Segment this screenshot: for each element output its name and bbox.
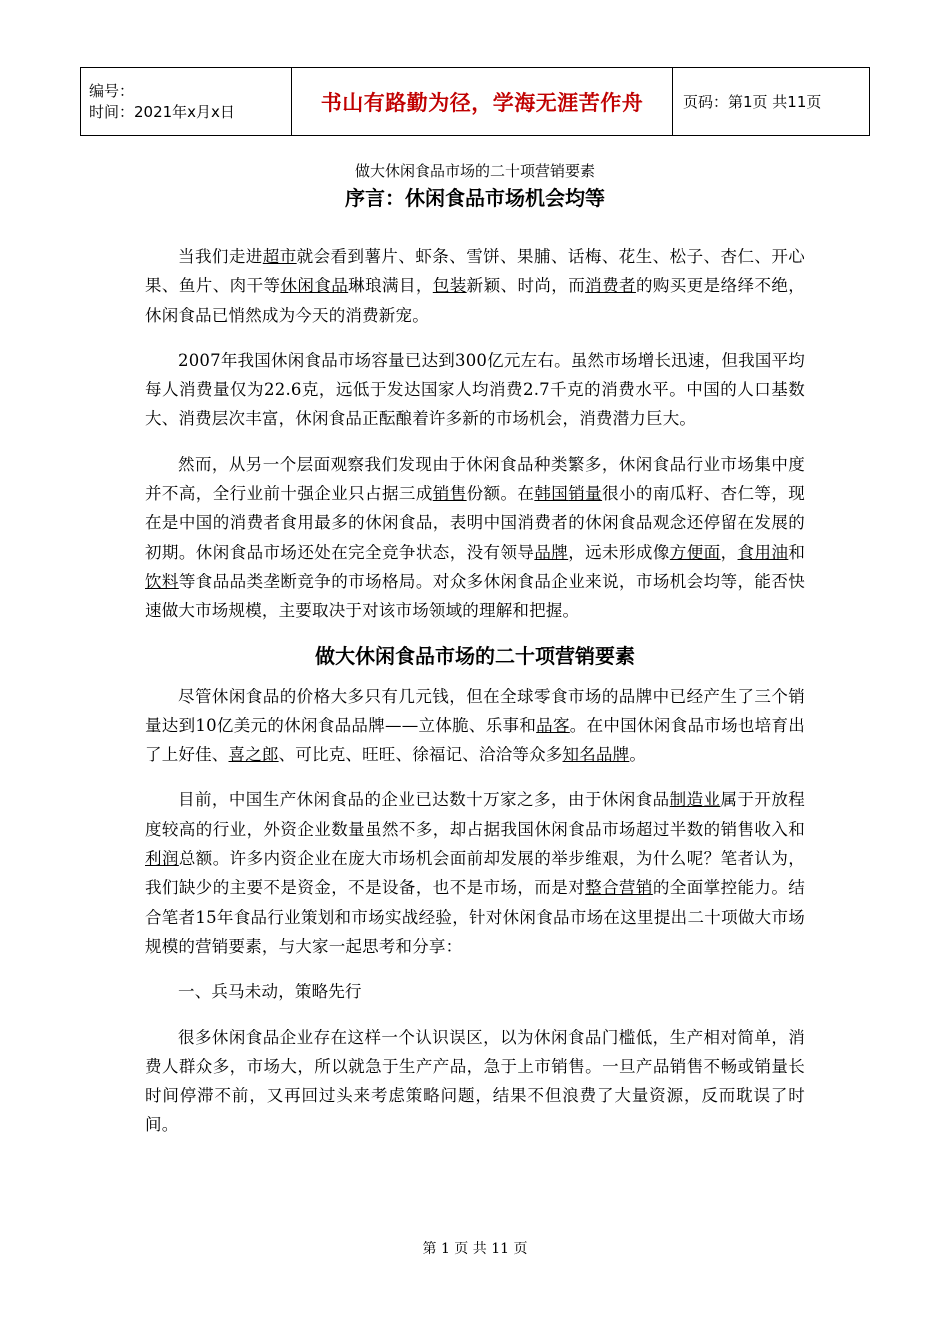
hyperlink[interactable]: 制造业 [669,790,721,810]
hyperlink[interactable]: 休闲食品 [280,276,349,296]
text-run: 琳琅满目， [348,276,433,296]
hyperlink[interactable]: 利润 [145,849,179,869]
text-run: 2007年我国休闲食品市场容量已达到300亿元左右。虽然市场增长迅速，但我国平均每人消费量仅为22.6克，远低于发达国家人均消费2.7千克的消费水平。中国的人口基数大、消费层次丰富，休闲食品正酝酿着许多新的市场机会，消费潜力巨大。 [145,350,805,429]
hyperlink[interactable]: 超市 [262,247,297,266]
hyperlink[interactable]: 知名品牌 [562,745,630,765]
text-run: 属于开放程度较高的行业，外资企业数量虽然不多，却占据我国休闲食品市场超过半数的销售收入和 [145,790,805,839]
hyperlink[interactable]: 品牌 [534,542,569,562]
header-table [80,67,870,136]
paragraph-brands [145,682,805,770]
paragraph-misconception [145,1023,805,1140]
paragraph-intro [145,242,805,330]
text-run: 。 [629,745,647,765]
text-run: 就会看到薯片、虾条、雪饼、果脯、话梅、花生、松子、杏仁、开心果、鱼片、肉干等 [145,247,805,296]
page-footer: 第 1 页 共 11 页 [422,1241,528,1257]
text-run: 很小的南瓜籽、杏仁等，现在是中国的消费者食用最多的休闲食品，表明中国消费者的休闲食品观念还停留在发展的初期。休闲食品市场还处在完全竞争状态，没有领导 [145,484,805,562]
text-run: 、可比克、旺旺、徐福记、洽洽等众多 [278,745,563,765]
doc-subtitle: 做大休闲食品市场的二十项营销要素 [354,162,595,180]
paragraph-market-size [145,346,805,434]
hyperlink[interactable]: 食用油 [737,542,789,562]
text-run: 当我们走进 [178,247,263,266]
text-run: 。在中国休闲食品市场也培育出了上好佳、 [145,715,805,765]
text-run: 等食品品类垄断竞争的市场格局。对众多休闲食品企业来说，市场机会均等，能否快速做大市场规模，主要取决于对该市场领域的理解和把握。 [145,571,805,621]
paragraph-industry [145,785,805,961]
text-run: 新颖、时尚，而 [466,276,586,296]
text-run: 很多休闲食品企业存在这样一个认识误区，以为休闲食品门槛低，生产相对简单，消费人群众多，市场大，所以就急于生产产品，急于上市销售。一旦产品销售不畅或销量长时间停滞不前，又再回过头来考虑策略问题，结果不但浪费了大量资源，反而耽误了时间。 [145,1027,805,1135]
hyperlink[interactable]: 整合营销 [585,878,653,898]
motto: 书山有路勤为径，学海无涯苦作舟 [292,68,673,136]
header-left-cell [81,68,292,136]
text-run: 的全面掌控能力。结合笔者15年食品行业策划和市场实战经验，针对休闲食品市场在这里提出二十项做大市场规模的营销要素，与大家一起思考和分享： [145,878,805,956]
hyperlink[interactable]: 包装 [432,276,467,296]
text-run: 目前，中国生产休闲食品的企业已达数十万家之多，由于休闲食品 [178,790,670,810]
text-run: 一、兵马未动，策略先行 [178,982,362,1002]
page-info: 页码：第1页 共11页 [673,68,870,136]
text-run: 份额。在 [466,484,535,504]
time-label: 时间：2021年x月x日 [89,102,235,121]
heading-strategy-first [145,977,805,1006]
text-run: 和 [788,542,806,562]
paragraph-competition [145,450,805,626]
document-body [145,158,805,1156]
hyperlink[interactable]: 销量 [568,484,603,504]
hyperlink[interactable]: 消费者 [585,276,636,296]
text-run: ，远未形成像 [568,542,670,562]
text-run: 的购买更是络绎不绝，休闲食品已悄然成为今天的消费新宠。 [145,276,806,325]
text-run: ， [720,542,738,562]
hyperlink[interactable]: 饮料 [145,571,179,591]
hyperlink[interactable]: 喜之郎 [228,745,279,765]
section-title: 做大休闲食品市场的二十项营销要素 [315,643,635,668]
text-run: 然而，从另一个层面观察我们发现由于休闲食品种类繁多，休闲食品行业市场集中度并不高，全行业前十强企业只占据三成 [145,454,805,504]
text-run: 尽管休闲食品的价格大多只有几元钱，但在全球零食市场的品牌中已经产生了三个销量达到10亿美元的休闲食品品牌——立体脆、乐事和 [145,686,805,735]
number-label: 编号： [89,81,135,100]
hyperlink[interactable]: 品客 [536,715,570,735]
preface-title: 序言：休闲食品市场机会均等 [345,186,605,210]
hyperlink[interactable]: 销售 [432,484,467,504]
text-run: 总额。许多内资企业在庞大市场机会面前却发展的举步维艰，为什么呢？笔者认为，我们缺少的主要不是资金，不是设备，也不是市场，而是对 [145,849,805,898]
hyperlink[interactable]: 方便面 [669,542,721,562]
hyperlink[interactable]: 韩国 [534,484,569,504]
